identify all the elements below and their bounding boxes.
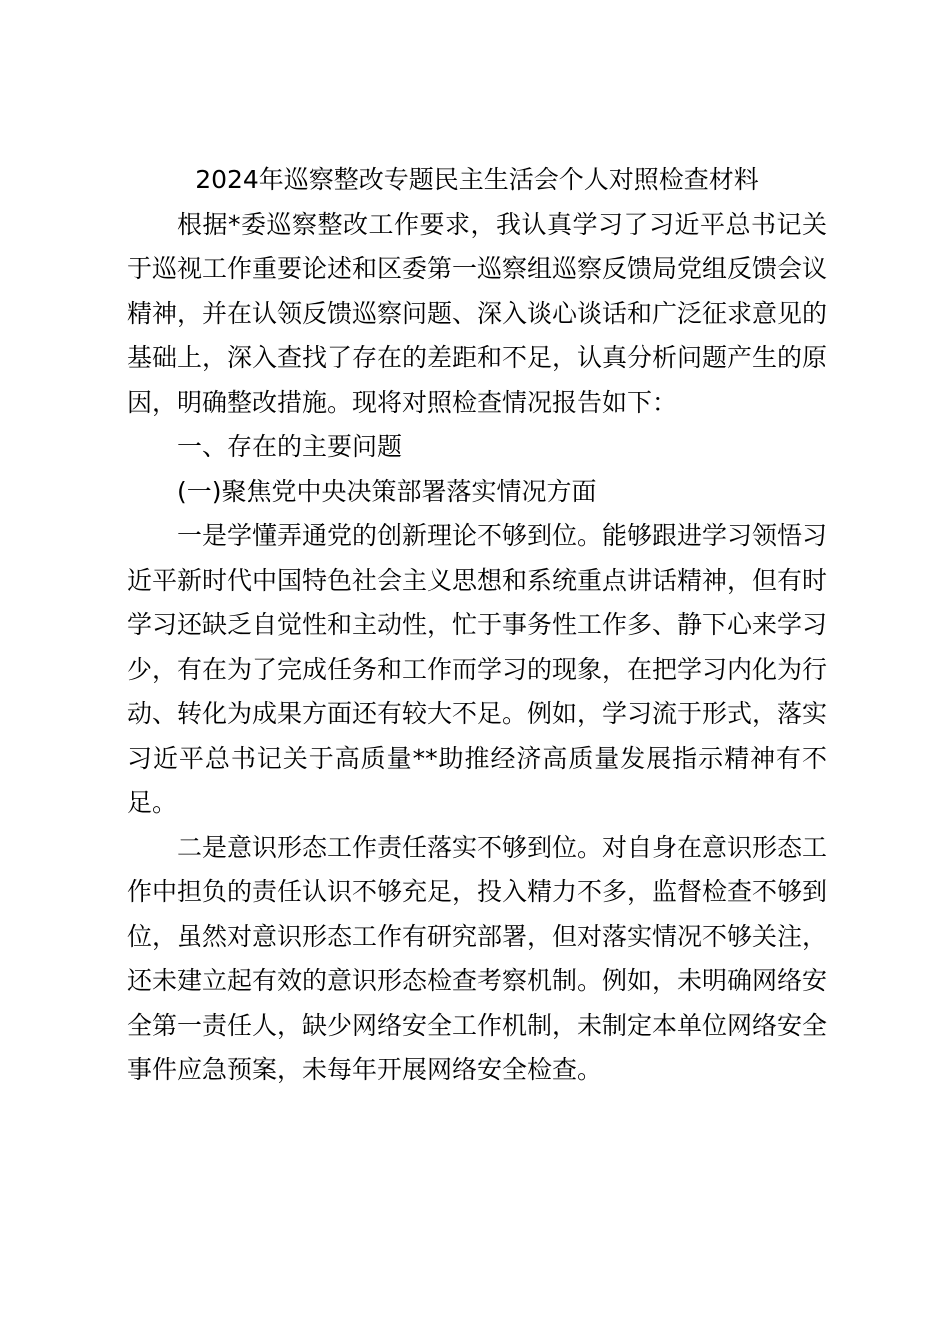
body-paragraph-theory-study: 一是学懂弄通党的创新理论不够到位。能够跟进学习领悟习近平新时代中国特色社会主义思想和系统重点讲话精神，但有时学习还缺乏自觉性和主动性，忙于事务性工作多、静下心来学习少，有在为了完成任务和工作而学习的现象，在把学习内化为行动、转化为成果方面还有较大不足。例如，学习流于形式，落实习近平总书记关于高质量**助推经济高质量发展指示精神有不足。 (127, 521, 828, 817)
document-title: 2024年巡察整改专题民主生活会个人对照检查材料 (195, 165, 759, 194)
subsection-heading-party-central-decisions: (一)聚焦党中央决策部署落实情况方面 (177, 476, 597, 506)
section-heading-main-problems: 一、存在的主要问题 (177, 432, 403, 461)
document-body (127, 158, 827, 1093)
intro-paragraph: 根据*委巡察整改工作要求，我认真学习了习近平总书记关于巡视工作重要论述和区委第一巡察组巡察反馈局党组反馈会议精神，并在认领反馈巡察问题、深入谈心谈话和广泛征求意见的基础上，深入查找了存在的差距和不足，认真分析问题产生的原因，明确整改措施。现将对照检查情况报告如下： (127, 209, 828, 417)
body-paragraph-ideology-responsibility: 二是意识形态工作责任落实不够到位。对自身在意识形态工作中担负的责任认识不够充足，投入精力不多，监督检查不够到位，虽然对意识形态工作有研究部署，但对落实情况不够关注，还未建立起有效的意识形态检查考察机制。例如，未明确网络安全第一责任人，缺少网络安全工作机制，未制定本单位网络安全事件应急预案，未每年开展网络安全检查。 (127, 832, 828, 1084)
